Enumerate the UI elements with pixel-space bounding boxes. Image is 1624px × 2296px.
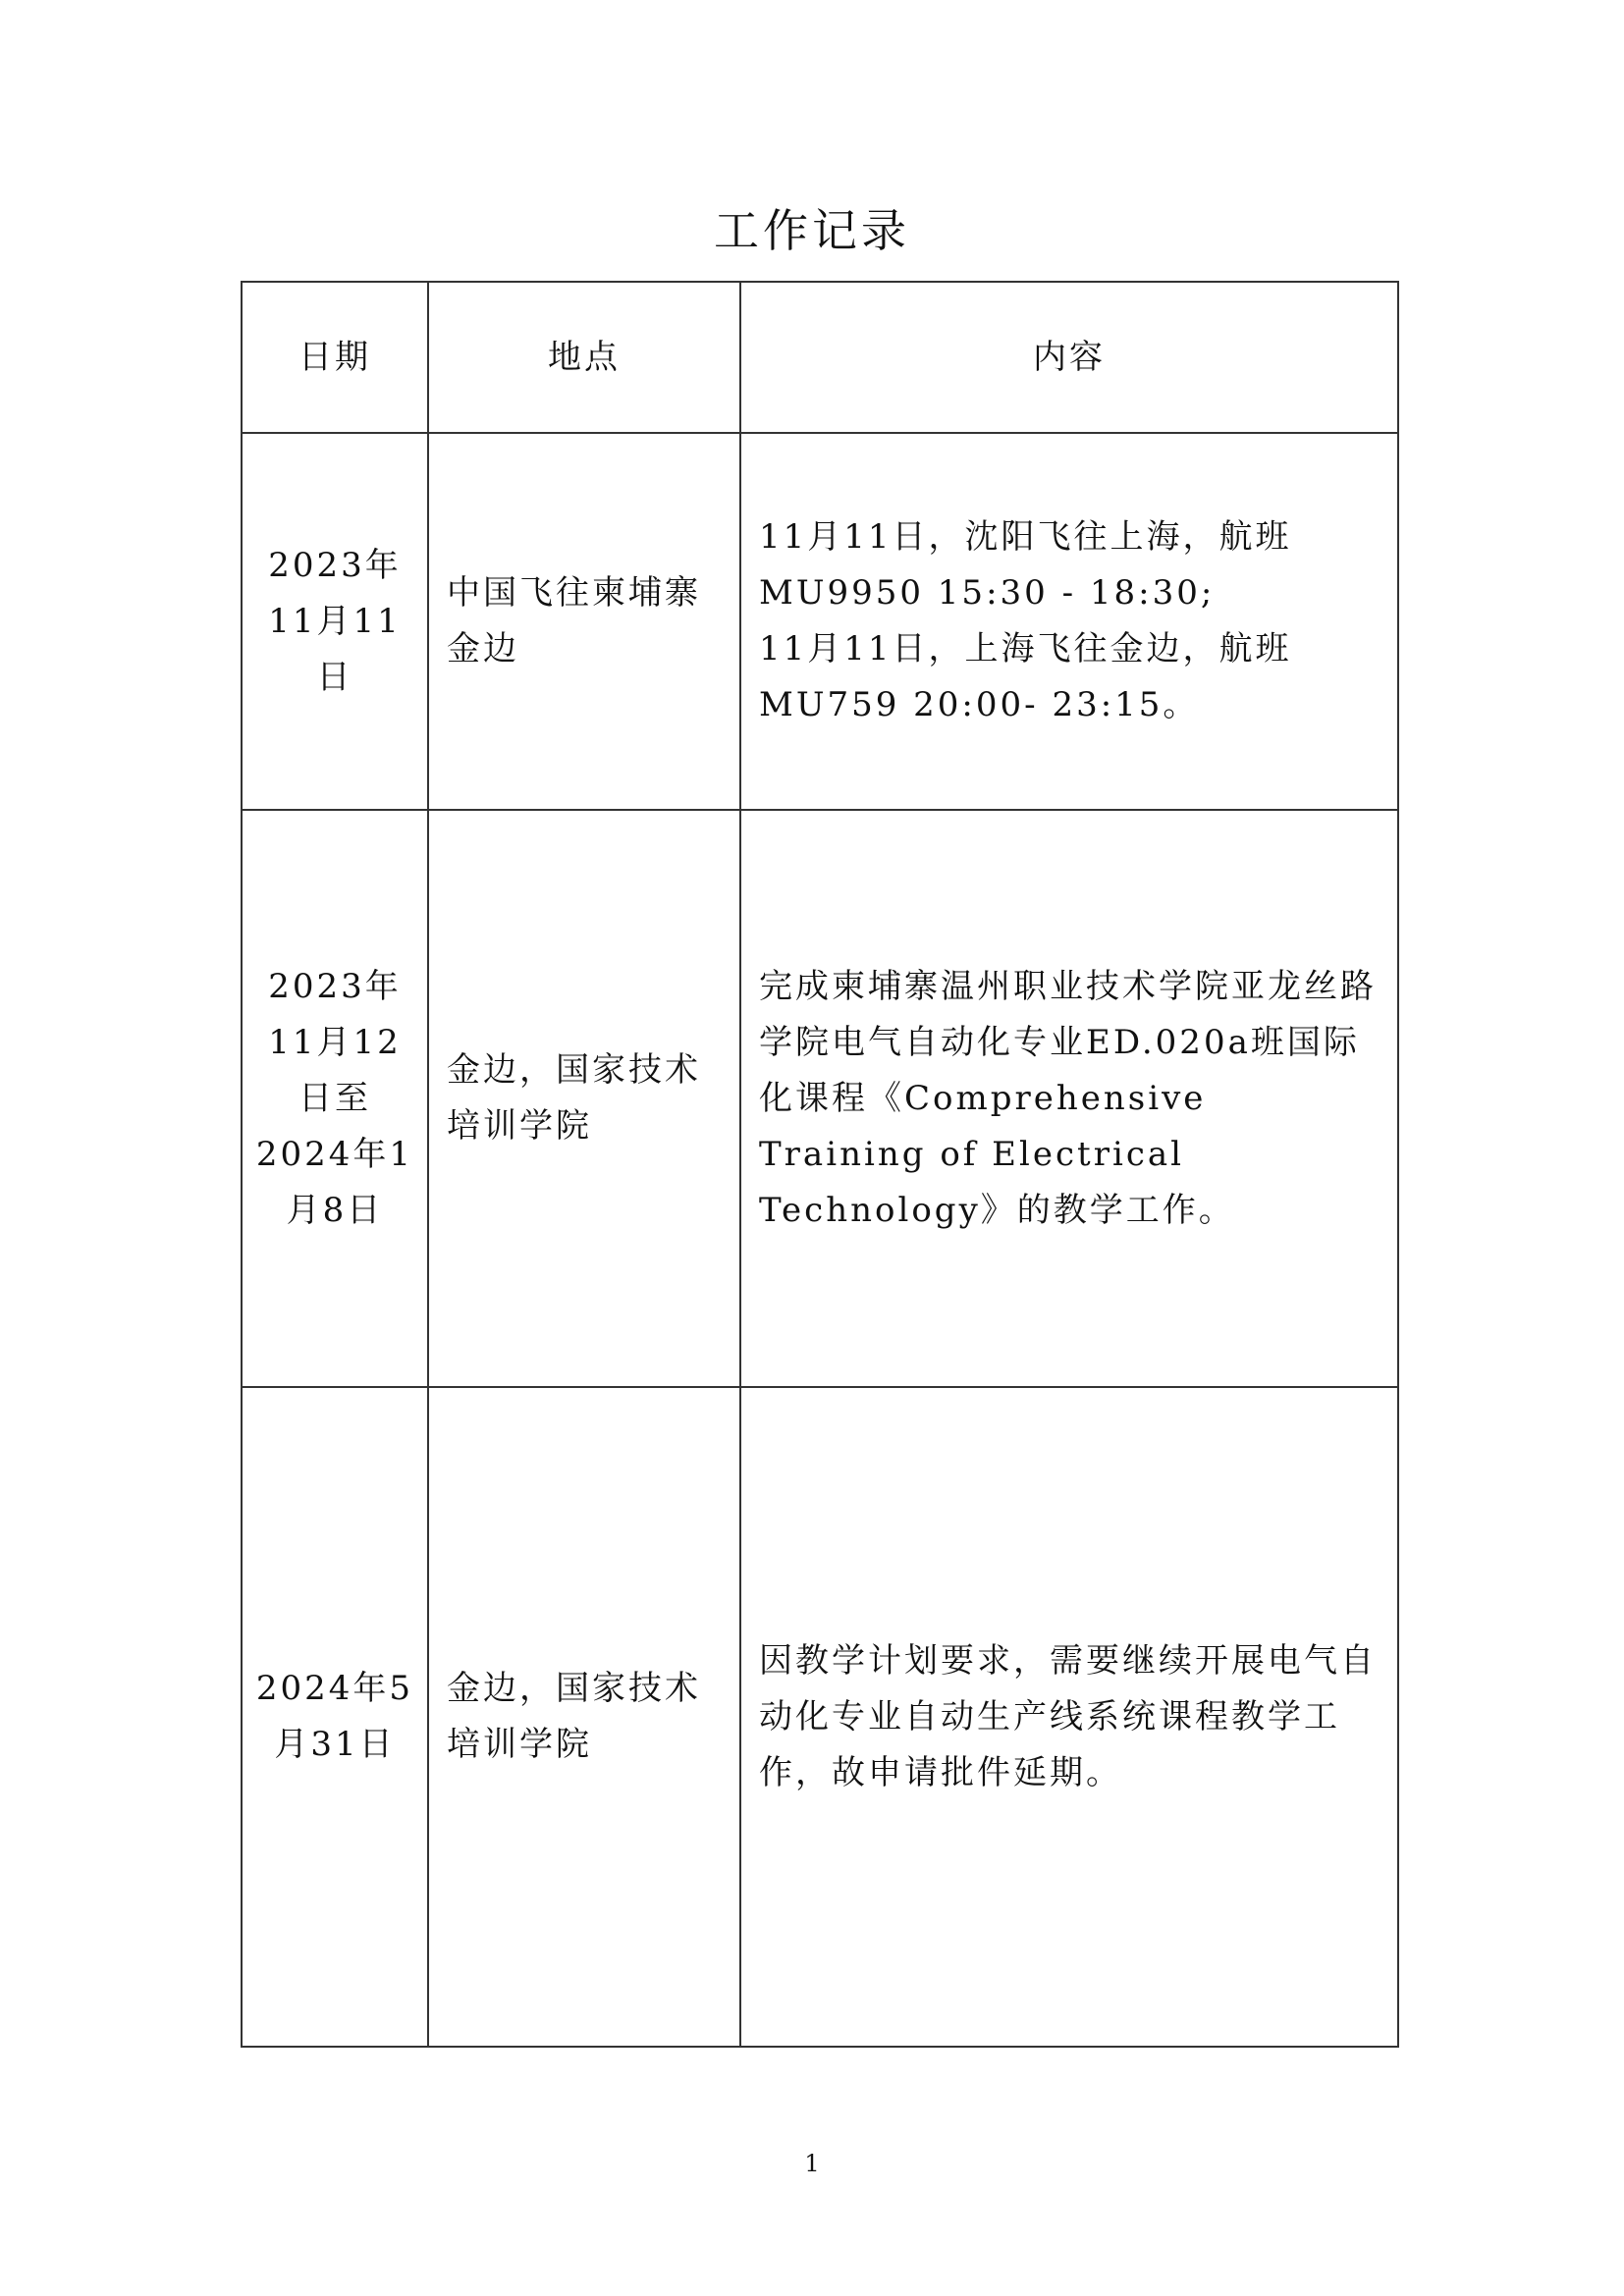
row-content-line: 因教学计划要求，需要继续开展电气自动化专业自动生产线系统课程教学工作，故申请批件延期。 [759,1640,1377,1792]
header-date: 日期 [242,282,428,433]
row-content [740,1387,1398,2047]
work-record-table [241,281,1399,2048]
table-header-row [242,282,1398,433]
document-title: 工作记录 [714,204,910,257]
row-content [740,433,1398,810]
table-row [242,1387,1398,2047]
row-date: 2023年11月12日至2024年1月8日 [242,810,428,1387]
row-content-line: 完成柬埔寨温州职业技术学院亚龙丝路学院电气自动化专业ED.020a班国际化课程《Comprehensive Training of Electrical Technology》的教学工作。 [759,966,1377,1230]
table-row [242,433,1398,810]
page-number: 1 [804,2150,820,2177]
row-date: 2023年11月11日 [242,433,428,810]
row-content-line: 11月11日，上海飞往金边，航班MU759 20:00- 23:15。 [759,629,1292,724]
row-content [740,810,1398,1387]
row-date: 2024年5月31日 [242,1387,428,2047]
row-content-line: 11月11日，沈阳飞往上海，航班MU9950 15:30 - 18:30; [759,517,1292,613]
row-place: 金边，国家技术培训学院 [428,1387,740,2047]
row-place: 金边，国家技术培训学院 [428,810,740,1387]
row-place: 中国飞往柬埔寨金边 [428,433,740,810]
header-content: 内容 [740,282,1398,433]
header-place: 地点 [428,282,740,433]
table-row [242,810,1398,1387]
